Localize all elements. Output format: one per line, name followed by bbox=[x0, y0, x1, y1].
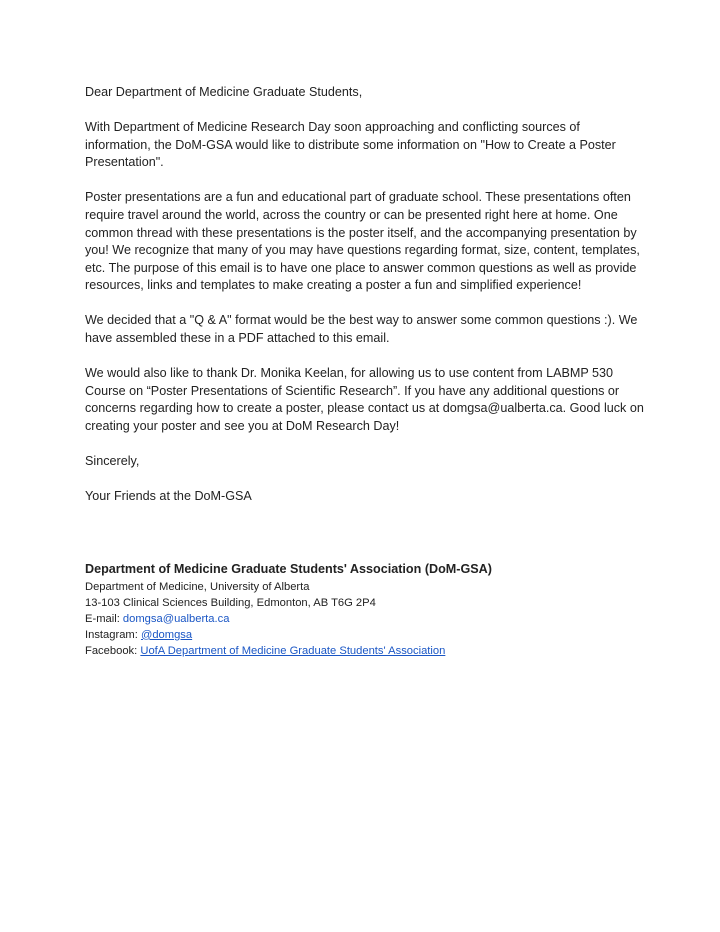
paragraph-intro: With Department of Medicine Research Day soon approaching and conflicting sources of information, the DoM-GSA would like to distribute some information on "How to Create a Poster Presentation". bbox=[85, 120, 616, 170]
address-line: 13-103 Clinical Sciences Building, Edmonton, AB T6G 2P4 bbox=[85, 596, 376, 609]
paragraph-q-and-a: We decided that a "Q & A" format would be the best way to answer some common questions :). We have assembled these in a PDF attached to this email. bbox=[85, 313, 638, 346]
paragraph-poster-presentations: Poster presentations are a fun and educational part of graduate school. These presentations often require travel around the world, across the country or can be presented right here at home. One common thread with these presentations is the poster itself, and the accompanying presentation by you! We recognize that many of you may have questions regarding format, size, content, templates, etc. The purpose of this email is to have one place to answer common questions as well as provide resources, links and templates to make creating a poster a fun and simplified experience! bbox=[85, 190, 640, 293]
instagram-link[interactable]: @domgsa bbox=[140, 628, 193, 641]
instagram-label: Instagram: bbox=[85, 628, 141, 641]
department-line: Department of Medicine, University of Alberta bbox=[85, 580, 310, 593]
email-link[interactable]: domgsa@ualberta.ca bbox=[122, 612, 230, 625]
greeting: Dear Department of Medicine Graduate Students, bbox=[85, 85, 363, 99]
letter-body bbox=[85, 84, 645, 506]
instagram-line bbox=[85, 627, 645, 643]
facebook-label: Facebook: bbox=[85, 644, 141, 657]
facebook-link[interactable]: UofA Department of Medicine Graduate Students' Association bbox=[140, 644, 446, 657]
facebook-line bbox=[85, 643, 645, 659]
signoff: Your Friends at the DoM-GSA bbox=[85, 489, 252, 504]
email-line bbox=[85, 611, 645, 627]
email-label: E-mail: bbox=[85, 612, 123, 625]
email-signature bbox=[85, 560, 645, 659]
paragraph-thanks: We would also like to thank Dr. Monika Keelan, for allowing us to use content from LABMP 530 Course on “Poster Presentations of Scientific Research”. If you have any additional questions or concerns regarding how to create a poster, please contact us at domgsa@ualberta.ca. Good luck on creating your poster and see you at DoM Research Day! bbox=[85, 366, 644, 433]
closing: Sincerely, bbox=[85, 454, 140, 468]
email-letter bbox=[85, 84, 645, 659]
org-name: Department of Medicine Graduate Students' Association (DoM-GSA) bbox=[85, 561, 492, 576]
